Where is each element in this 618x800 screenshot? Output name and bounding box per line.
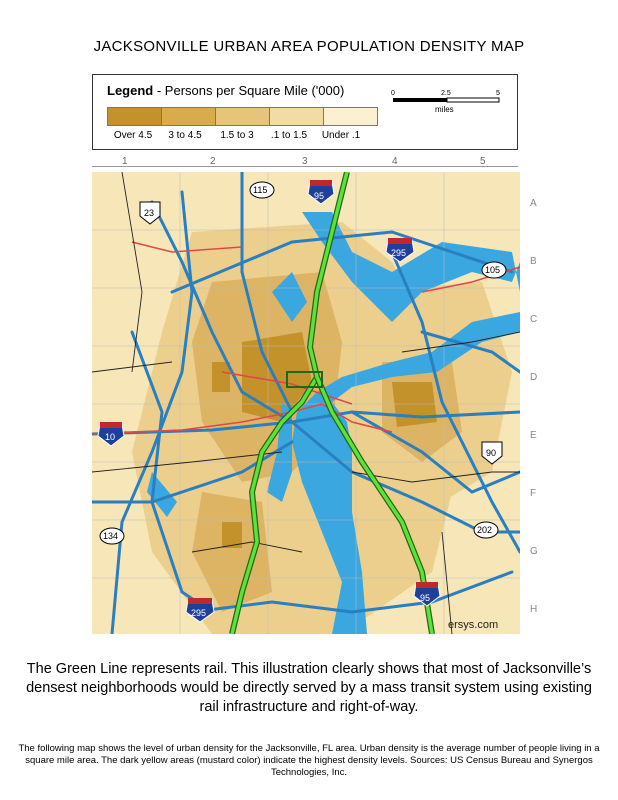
legend-swatch-under-0-1 — [323, 107, 378, 126]
density-map-graphic — [92, 172, 520, 634]
legend-swatch-1-5-to-3 — [215, 107, 270, 126]
grid-row-label: A — [530, 198, 537, 209]
shield-sr134-label: 134 — [103, 531, 119, 541]
grid-row-label: E — [530, 430, 537, 441]
map-footnote: The following map shows the level of urban density for the Jacksonville, FL area. Urban density is the average number of people living in a square mile area. The dark yellow areas (mustard color) indicate the highest density levels. Sources: US Census Bureau and Synergos Technologies, Inc. — [18, 743, 600, 778]
scale-bar — [391, 88, 503, 118]
map-title: JACKSONVILLE URBAN AREA POPULATION DENSITY MAP — [93, 38, 525, 55]
legend-label: .1 to 1.5 — [270, 130, 308, 141]
legend-title: Legend — [107, 83, 154, 98]
grid-column-label: 5 — [480, 156, 486, 167]
grid-row-label: H — [530, 604, 538, 615]
density-highest-east — [392, 382, 437, 427]
legend-label: 1.5 to 3 — [220, 130, 254, 141]
grid-row-label: C — [530, 314, 538, 325]
legend-swatches — [107, 107, 377, 126]
legend-subtitle: - Persons per Square Mile ('000) — [156, 83, 345, 98]
legend-label: 3 to 4.5 — [168, 130, 202, 141]
legend-heading — [107, 83, 344, 98]
grid-row-label: B — [530, 256, 537, 267]
scale-tick-0: 0 — [391, 90, 395, 97]
shield-sr115-label: 115 — [253, 185, 268, 195]
legend-label: Under .1 — [321, 130, 361, 141]
shield-sr105 — [482, 262, 506, 278]
shield-sr115 — [250, 182, 274, 198]
shield-i10-label: 10 — [105, 432, 116, 442]
grid-column-ruler — [92, 152, 518, 167]
shield-i295-north-label: 295 — [391, 248, 407, 258]
density-map — [92, 172, 520, 634]
shield-sr202-label: 202 — [477, 525, 493, 535]
scale-bar-graphic — [391, 88, 503, 118]
legend-swatch-over-4-5 — [107, 107, 162, 126]
scale-tick-2-5: 2.5 — [441, 90, 451, 97]
shield-i295-south-label: 295 — [191, 608, 207, 618]
map-watermark: ersys.com — [448, 619, 499, 631]
scale-unit: miles — [435, 105, 454, 114]
scale-tick-5: 5 — [496, 90, 500, 97]
density-highest-patch — [212, 362, 230, 392]
legend-swatch-0-1-to-1-5 — [269, 107, 324, 126]
shield-sr202 — [474, 522, 498, 538]
legend-box — [92, 74, 518, 150]
map-caption: The Green Line represents rail. This illustration clearly shows that most of Jacksonville’s densest neighborhoods would be directly served by a mass transit system using existing rail infrastructure and right-of-way. — [26, 661, 592, 715]
grid-column-label: 3 — [302, 156, 308, 167]
grid-row-ruler — [524, 172, 544, 632]
shield-sr105-label: 105 — [485, 265, 501, 275]
shield-us90-label: 90 — [486, 448, 497, 458]
grid-column-label: 1 — [122, 156, 128, 167]
grid-column-label: 4 — [392, 156, 398, 167]
shield-i95-south-label: 95 — [420, 593, 431, 603]
shield-sr134 — [100, 528, 124, 544]
grid-row-label: D — [530, 372, 538, 383]
grid-column-label: 2 — [210, 156, 216, 167]
legend-label: Over 4.5 — [113, 130, 153, 141]
shield-i95-north-label: 95 — [314, 191, 325, 201]
legend-swatch-3-to-4-5 — [161, 107, 216, 126]
legend-labels — [107, 130, 367, 141]
grid-row-label: F — [530, 488, 537, 499]
grid-row-label: G — [530, 546, 538, 557]
shield-us23-label: 23 — [144, 208, 155, 218]
